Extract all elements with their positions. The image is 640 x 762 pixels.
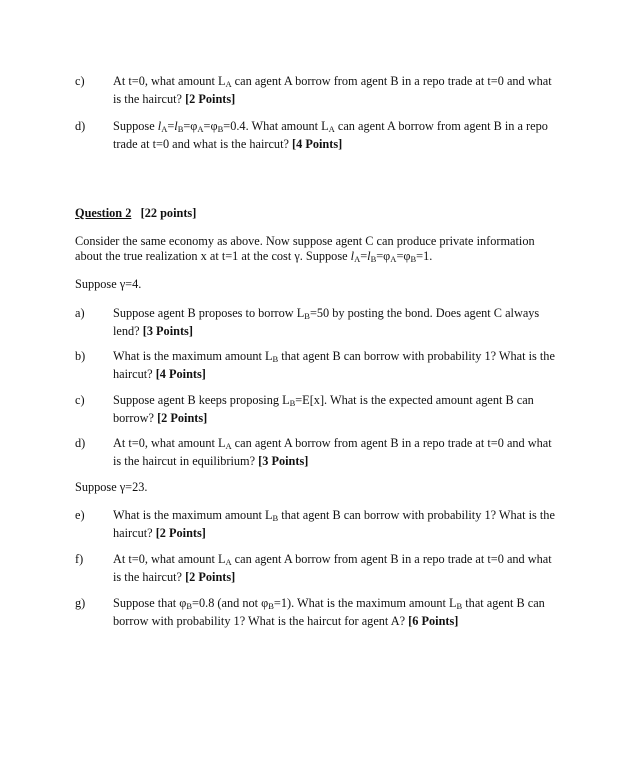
- part-text: What is the maximum amount $L_B$ that agent B can borrow with probability 1? What is the haircut? [2 Points]: [113, 508, 555, 540]
- points-label: [2 Points]: [157, 410, 208, 425]
- part-label: e): [75, 508, 85, 522]
- question-points: [22 points]: [140, 206, 197, 220]
- part-label: f): [75, 552, 84, 566]
- part-text: At t=0, what amount $L_A$ can agent A borrow from agent B in a repo trade at t=0 and what is the haircut in equilibrium? [3 Points]: [113, 436, 552, 468]
- points-label: [4 Points]: [155, 366, 206, 381]
- points-label: [2 Points]: [185, 569, 236, 584]
- part-text: What is the maximum amount $L_B$ that agent B can borrow with probability 1? What is the haircut? [4 Points]: [113, 349, 555, 381]
- part-label: g): [75, 596, 86, 610]
- part-label: c): [75, 74, 85, 88]
- part-label: b): [75, 349, 86, 363]
- part-text: Suppose agent B proposes to borrow $L_B=50$ by posting the bond. Does agent C always lend? [3 Points]: [113, 306, 540, 338]
- part-text: Suppose agent B keeps proposing $L_B=E[x]$. What is the expected amount agent B can borrow? [2 Points]: [113, 393, 534, 425]
- question-2-intro: Consider the same economy as above. Now suppose agent C can produce private information about the true realization x at t=1 at the cost γ. Suppose $l_A=l_B=\varphi_A=\varphi_B=1$.: [75, 234, 535, 264]
- gamma-case-2: Suppose γ=23.: [75, 480, 148, 494]
- points-label: [3 Points]: [142, 323, 193, 338]
- part-text: Suppose $l_A=l_B=\varphi_A=\varphi_B=0.4$. What amount $L_A$ can agent A borrow from agent B in a repo trade at t=0 and what is the haircut? [4 Points]: [113, 119, 548, 151]
- gamma-case-1: Suppose γ=4.: [75, 277, 142, 291]
- points-label: [3 Points]: [258, 453, 309, 468]
- question-title: Question 2: [75, 206, 132, 220]
- points-label: [4 Points]: [292, 136, 343, 151]
- points-label: [2 Points]: [185, 91, 236, 106]
- part-label: d): [75, 436, 86, 450]
- part-text: At t=0, what amount $L_A$ can agent A borrow from agent B in a repo trade at t=0 and what is the haircut? [2 Points]: [113, 74, 552, 106]
- part-text: At t=0, what amount $L_A$ can agent A borrow from agent B in a repo trade at t=0 and what is the haircut? [2 Points]: [113, 552, 552, 584]
- part-text: Suppose that $\varphi_B=0.8$ (and not $\varphi_B=1$). What is the maximum amount $L_B$ that agent B can borrow with probability 1? What is the haircut for agent A? [6 Points]: [113, 596, 545, 628]
- part-label: c): [75, 393, 85, 407]
- part-label: a): [75, 306, 85, 320]
- question-2-heading: [75, 206, 196, 221]
- points-label: [2 Points]: [155, 525, 206, 540]
- part-label: d): [75, 119, 86, 133]
- points-label: [6 Points]: [408, 613, 459, 628]
